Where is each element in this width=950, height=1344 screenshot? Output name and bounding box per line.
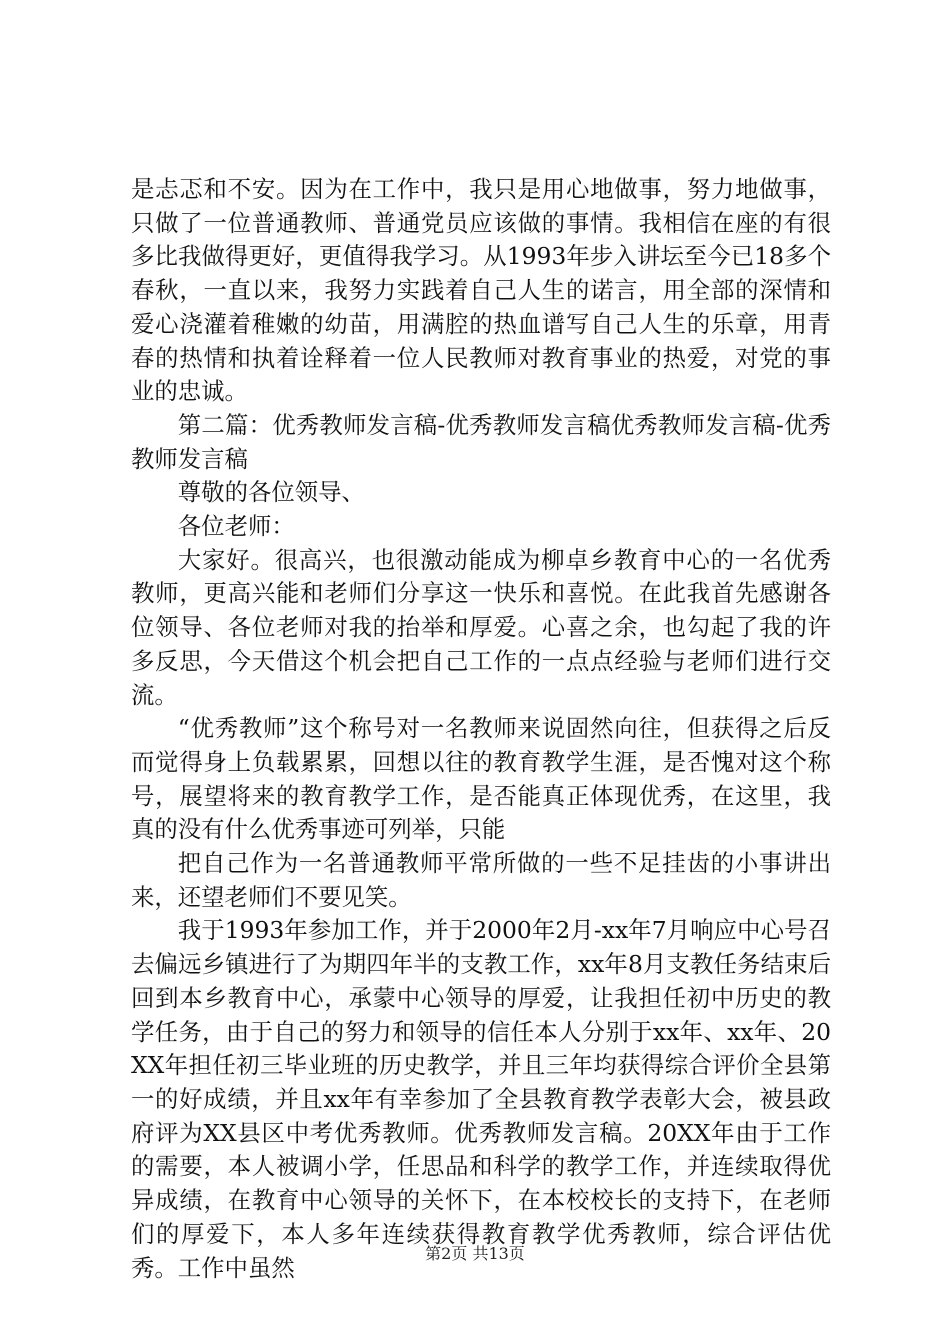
paragraph-greeting: 大家好。很高兴，也很激动能成为柳卓乡教育中心的一名优秀教师，更高兴能和老师们分享这一快乐和喜悦。在此我首先感谢各位领导、各位老师对我的抬举和厚爱。心喜之余，也勾起了我的许多反思，今天借这个机会把自己工作的一点点经验与老师们进行交流。	[131, 545, 831, 709]
salutation-teachers: 各位老师：	[177, 512, 295, 541]
section-title: 第二篇：优秀教师发言稿-优秀教师发言稿优秀教师发言稿-优秀教师发言稿	[131, 410, 831, 473]
page-number-footer: 第2页 共13页	[425, 1244, 525, 1263]
document-body	[131, 173, 831, 1285]
salutation-leaders: 尊敬的各位领导、	[177, 478, 365, 507]
paragraph-honor: “优秀教师”这个称号对一名教师来说固然向往，但获得之后反而觉得身上负载累累，回想以往的教育教学生涯，是否愧对这个称号，展望将来的教育教学工作，是否能真正体现优秀，在这里，我真的没有什么优秀事迹可列举，只能	[131, 714, 831, 844]
paragraph-modesty: 把自己作为一名普通教师平常所做的一些不足挂齿的小事讲出来，还望老师们不要见笑。	[131, 849, 831, 911]
paragraph-career: 我于1993年参加工作，并于2000年2月-xx年7月响应中心号召去偏远乡镇进行了为期四年半的支教工作，xx年8月支教任务结束后回到本乡教育中心，承蒙中心领导的厚爱，让我担任初中历史的教学任务，由于自己的努力和领导的信任本人分别于xx年、xx年、20XX年担任初三毕业班的历史教学，并且三年均获得综合评价全县第一的好成绩，并且xx年有幸参加了全县教育教学表彰大会，被县政府评为XX县区中考优秀教师。优秀教师发言稿。20XX年由于工作的需要，本人被调小学，任思品和科学的教学工作，并连续取得优异成绩，在教育中心领导的关怀下，在本校校长的支持下，在老师们的厚爱下，本人多年连续获得教育教学优秀教师，综合评估优秀。工作中虽然	[131, 916, 831, 1282]
paragraph-continuation: 是忐忑和不安。因为在工作中，我只是用心地做事，努力地做事，只做了一位普通教师、普通党员应该做的事情。我相信在座的有很多比我做得更好，更值得我学习。从1993年步入讲坛至今已18多个春秋，一直以来，我努力实践着自己人生的诺言，用全部的深情和爱心浇灌着稚嫩的幼苗，用满腔的热血谱写自己人生的乐章，用青春的热情和执着诠释着一位人民教师对教育事业的热爱，对党的事业的忠诚。	[131, 175, 831, 406]
